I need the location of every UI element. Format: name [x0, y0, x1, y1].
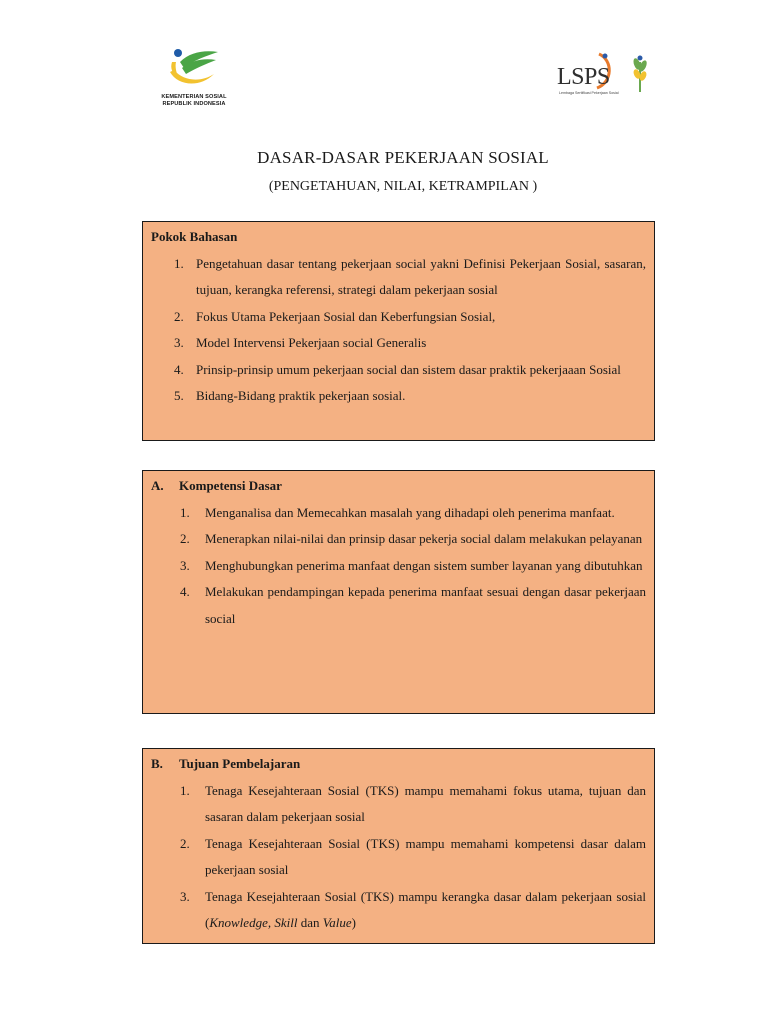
wheat-emblem-icon — [629, 54, 651, 94]
item-number: 2. — [174, 308, 184, 324]
lsps-logo — [555, 50, 675, 112]
item-text: Tenaga Kesejahteraan Sosial (TKS) mampu memahami kompetensi dasar dalam pekerjaan sosial — [205, 835, 646, 877]
kompetensi-dasar-box — [142, 470, 655, 714]
list-item — [143, 383, 654, 410]
list-item — [143, 884, 654, 937]
item-number: 5. — [174, 388, 184, 403]
pokok-bahasan-heading: Pokok Bahasan — [151, 229, 238, 244]
item-text: Tenaga Kesejahteraan Sosial (TKS) mampu memahami fokus utama, tujuan dan sasaran dalam pekerjaan sosial — [205, 782, 646, 824]
list-item — [143, 579, 654, 632]
list-item — [143, 500, 654, 527]
item-text: Pengetahuan dasar tentang pekerjaan social yakni Definisi Pekerjaan Sosial, sasaran, tujuan, kerangka referensi, strategi dalam pekerjaan sosial — [196, 255, 646, 297]
list-item — [143, 357, 654, 384]
section-letter: A. — [151, 478, 164, 493]
section-letter: B. — [151, 756, 163, 771]
list-item — [143, 330, 654, 357]
item-text-italic-knowledge-skill: Knowledge, Skill — [209, 915, 298, 930]
pokok-bahasan-list — [143, 251, 654, 410]
kemensos-line2: REPUBLIK INDONESIA — [162, 101, 226, 107]
item-text: Model Intervensi Pekerjaan social Generalis — [196, 335, 427, 350]
item-text: Fokus Utama Pekerjaan Sosial dan Keberfungsian Sosial, — [196, 308, 496, 324]
lsps-subtitle: Lembaga Sertifikasi Pekerjaan Sosial — [559, 91, 619, 95]
document-subtitle: (PENGETAHUAN, NILAI, KETRAMPILAN ) — [268, 179, 538, 194]
item-number: 2. — [180, 835, 190, 851]
list-item — [143, 304, 654, 331]
item-number: 3. — [180, 557, 190, 573]
section-title: Kompetensi Dasar — [179, 478, 282, 493]
list-item — [143, 831, 654, 884]
list-item — [143, 526, 654, 553]
lsps-wordmark: LSPS — [557, 64, 610, 90]
item-number: 4. — [174, 361, 184, 377]
kompetensi-dasar-list — [143, 500, 654, 633]
pokok-bahasan-box — [142, 221, 655, 441]
item-number: 1. — [174, 255, 184, 271]
item-text-pre: Tenaga Kesejahteraan Sosial (TKS) mampu kerangka dasar dalam pekerjaan sosial ( — [205, 888, 646, 930]
item-text-mid: dan — [297, 915, 323, 930]
item-text-italic-value: Value — [322, 915, 352, 930]
kemensos-logo — [130, 48, 258, 112]
list-item — [143, 251, 654, 304]
item-text: Bidang-Bidang praktik pekerjaan sosial. — [196, 388, 406, 403]
tujuan-pembelajaran-box — [142, 748, 655, 944]
list-item — [143, 553, 654, 580]
item-number: 1. — [180, 782, 190, 798]
item-number: 3. — [180, 888, 190, 904]
tujuan-pembelajaran-heading — [143, 751, 654, 778]
item-text: Menganalisa dan Memecahkan masalah yang dihadapi oleh penerima manfaat. — [205, 504, 615, 520]
item-text-post: ) — [351, 915, 356, 930]
item-text: Menghubungkan penerima manfaat dengan sistem sumber layanan yang dibutuhkan — [205, 557, 643, 573]
item-text: Melakukan pendampingan kepada penerima manfaat sesuai dengan dasar pekerjaan social — [205, 584, 646, 626]
kompetensi-dasar-heading — [143, 473, 654, 500]
item-number: 3. — [174, 335, 184, 350]
item-number: 1. — [180, 504, 190, 520]
item-number: 2. — [180, 531, 190, 546]
kemensos-emblem-icon — [166, 48, 222, 90]
item-number: 4. — [180, 584, 190, 599]
list-item — [143, 778, 654, 831]
section-title: Tujuan Pembelajaran — [179, 756, 301, 771]
document-title: DASAR-DASAR PEKERJAAN SOSIAL — [257, 148, 549, 167]
kemensos-line1: KEMENTERIAN SOSIAL — [161, 94, 227, 100]
tujuan-pembelajaran-list — [143, 778, 654, 937]
item-text: Prinsip-prinsip umum pekerjaan social dan sistem dasar praktik pekerjaaan Sosial — [196, 361, 621, 377]
item-text: Menerapkan nilai-nilai dan prinsip dasar pekerja social dalam melakukan pelayanan — [205, 531, 643, 546]
